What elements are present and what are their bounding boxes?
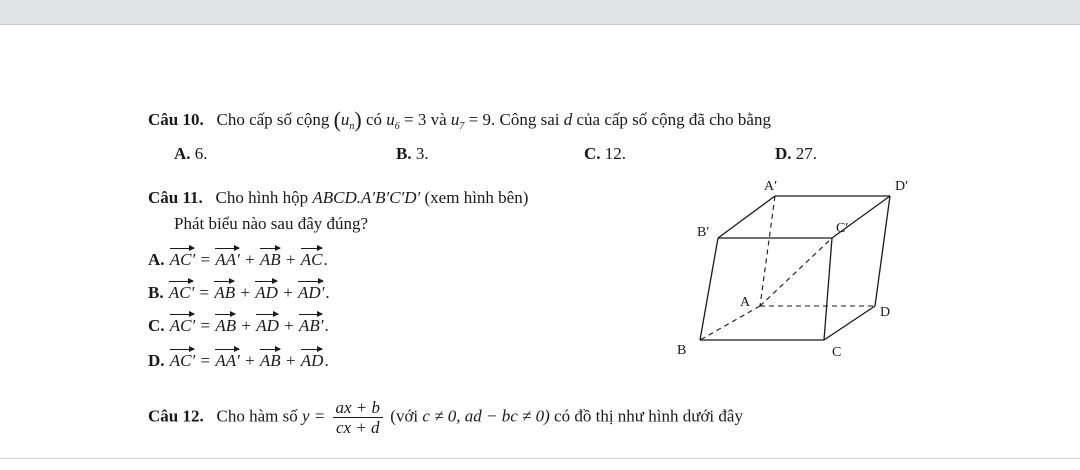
vertex-label-b: B [677, 343, 687, 358]
bottom-divider [0, 458, 1080, 459]
vertex-label-c1: C′ [836, 221, 849, 236]
diagonal-a-c1 [760, 238, 832, 306]
toolbar-divider [0, 24, 1080, 25]
question-10-label: Câu 10. [148, 110, 204, 129]
vertex-label-d1: D′ [895, 179, 909, 194]
question-11-option-c: C. AC′ = AB + AD + AB′. [148, 316, 329, 335]
question-10: Câu 10. Cho cấp số cộng $(u_n)$ có $u_6 = 3$ và $u_7 = 9$. Công sai d của cấp số cộng đã cho bằng [148, 107, 771, 132]
question-10-option-a: A. 6. [174, 144, 208, 163]
hidden-edge-a1-a [760, 196, 775, 306]
edge-b1-b [700, 238, 718, 340]
question-10-intro: Cho cấp số cộng [216, 110, 330, 129]
edge-d1-d [875, 196, 890, 306]
question-11-option-b: B. AC′ = AB + AD + AD′. [148, 283, 330, 302]
hidden-edge-a-b [700, 306, 760, 340]
question-11-label: Câu 11. [148, 188, 203, 207]
edge-c1-c [824, 238, 832, 340]
question-11-prompt: Phát biểu nào sau đây đúng? [174, 214, 369, 233]
function-fraction: $\frac{ax + b}{cx + d}$ [333, 398, 384, 437]
vertex-label-a1: A′ [764, 179, 778, 194]
top-toolbar-strip [0, 0, 1080, 24]
question-10-option-b: B. 3. [396, 144, 429, 163]
edge-a1-b1 [718, 196, 775, 238]
edge-c-d [824, 306, 875, 340]
question-10-option-c: C. 12. [584, 144, 627, 163]
parallelepiped-figure [660, 170, 920, 370]
question-11-option-d: D. AC′ = AA′ + AB + AD. [148, 351, 329, 370]
vertex-label-b1: B′ [697, 225, 710, 240]
question-12-label: Câu 12. [148, 406, 204, 426]
solid-name: ABCD.A′B′C′D′ [312, 188, 421, 207]
vertex-label-d: D [880, 305, 891, 320]
vertex-label-c: C [832, 345, 842, 360]
vertex-label-a: A [740, 295, 751, 310]
question-10-option-d: D. 27. [775, 144, 818, 163]
question-12: Câu 12. Cho hàm số y = $\frac{ax + b}{cx + d}$ (với c ≠ 0, ad − bc ≠ 0) có đồ thị như hình dưới đây [148, 398, 743, 437]
question-11: Câu 11. Cho hình hộp ABCD.A′B′C′D′ (xem hình bên) [148, 188, 529, 207]
question-11-option-a: A. AC′ = AA′ + AB + AC. [148, 250, 328, 269]
